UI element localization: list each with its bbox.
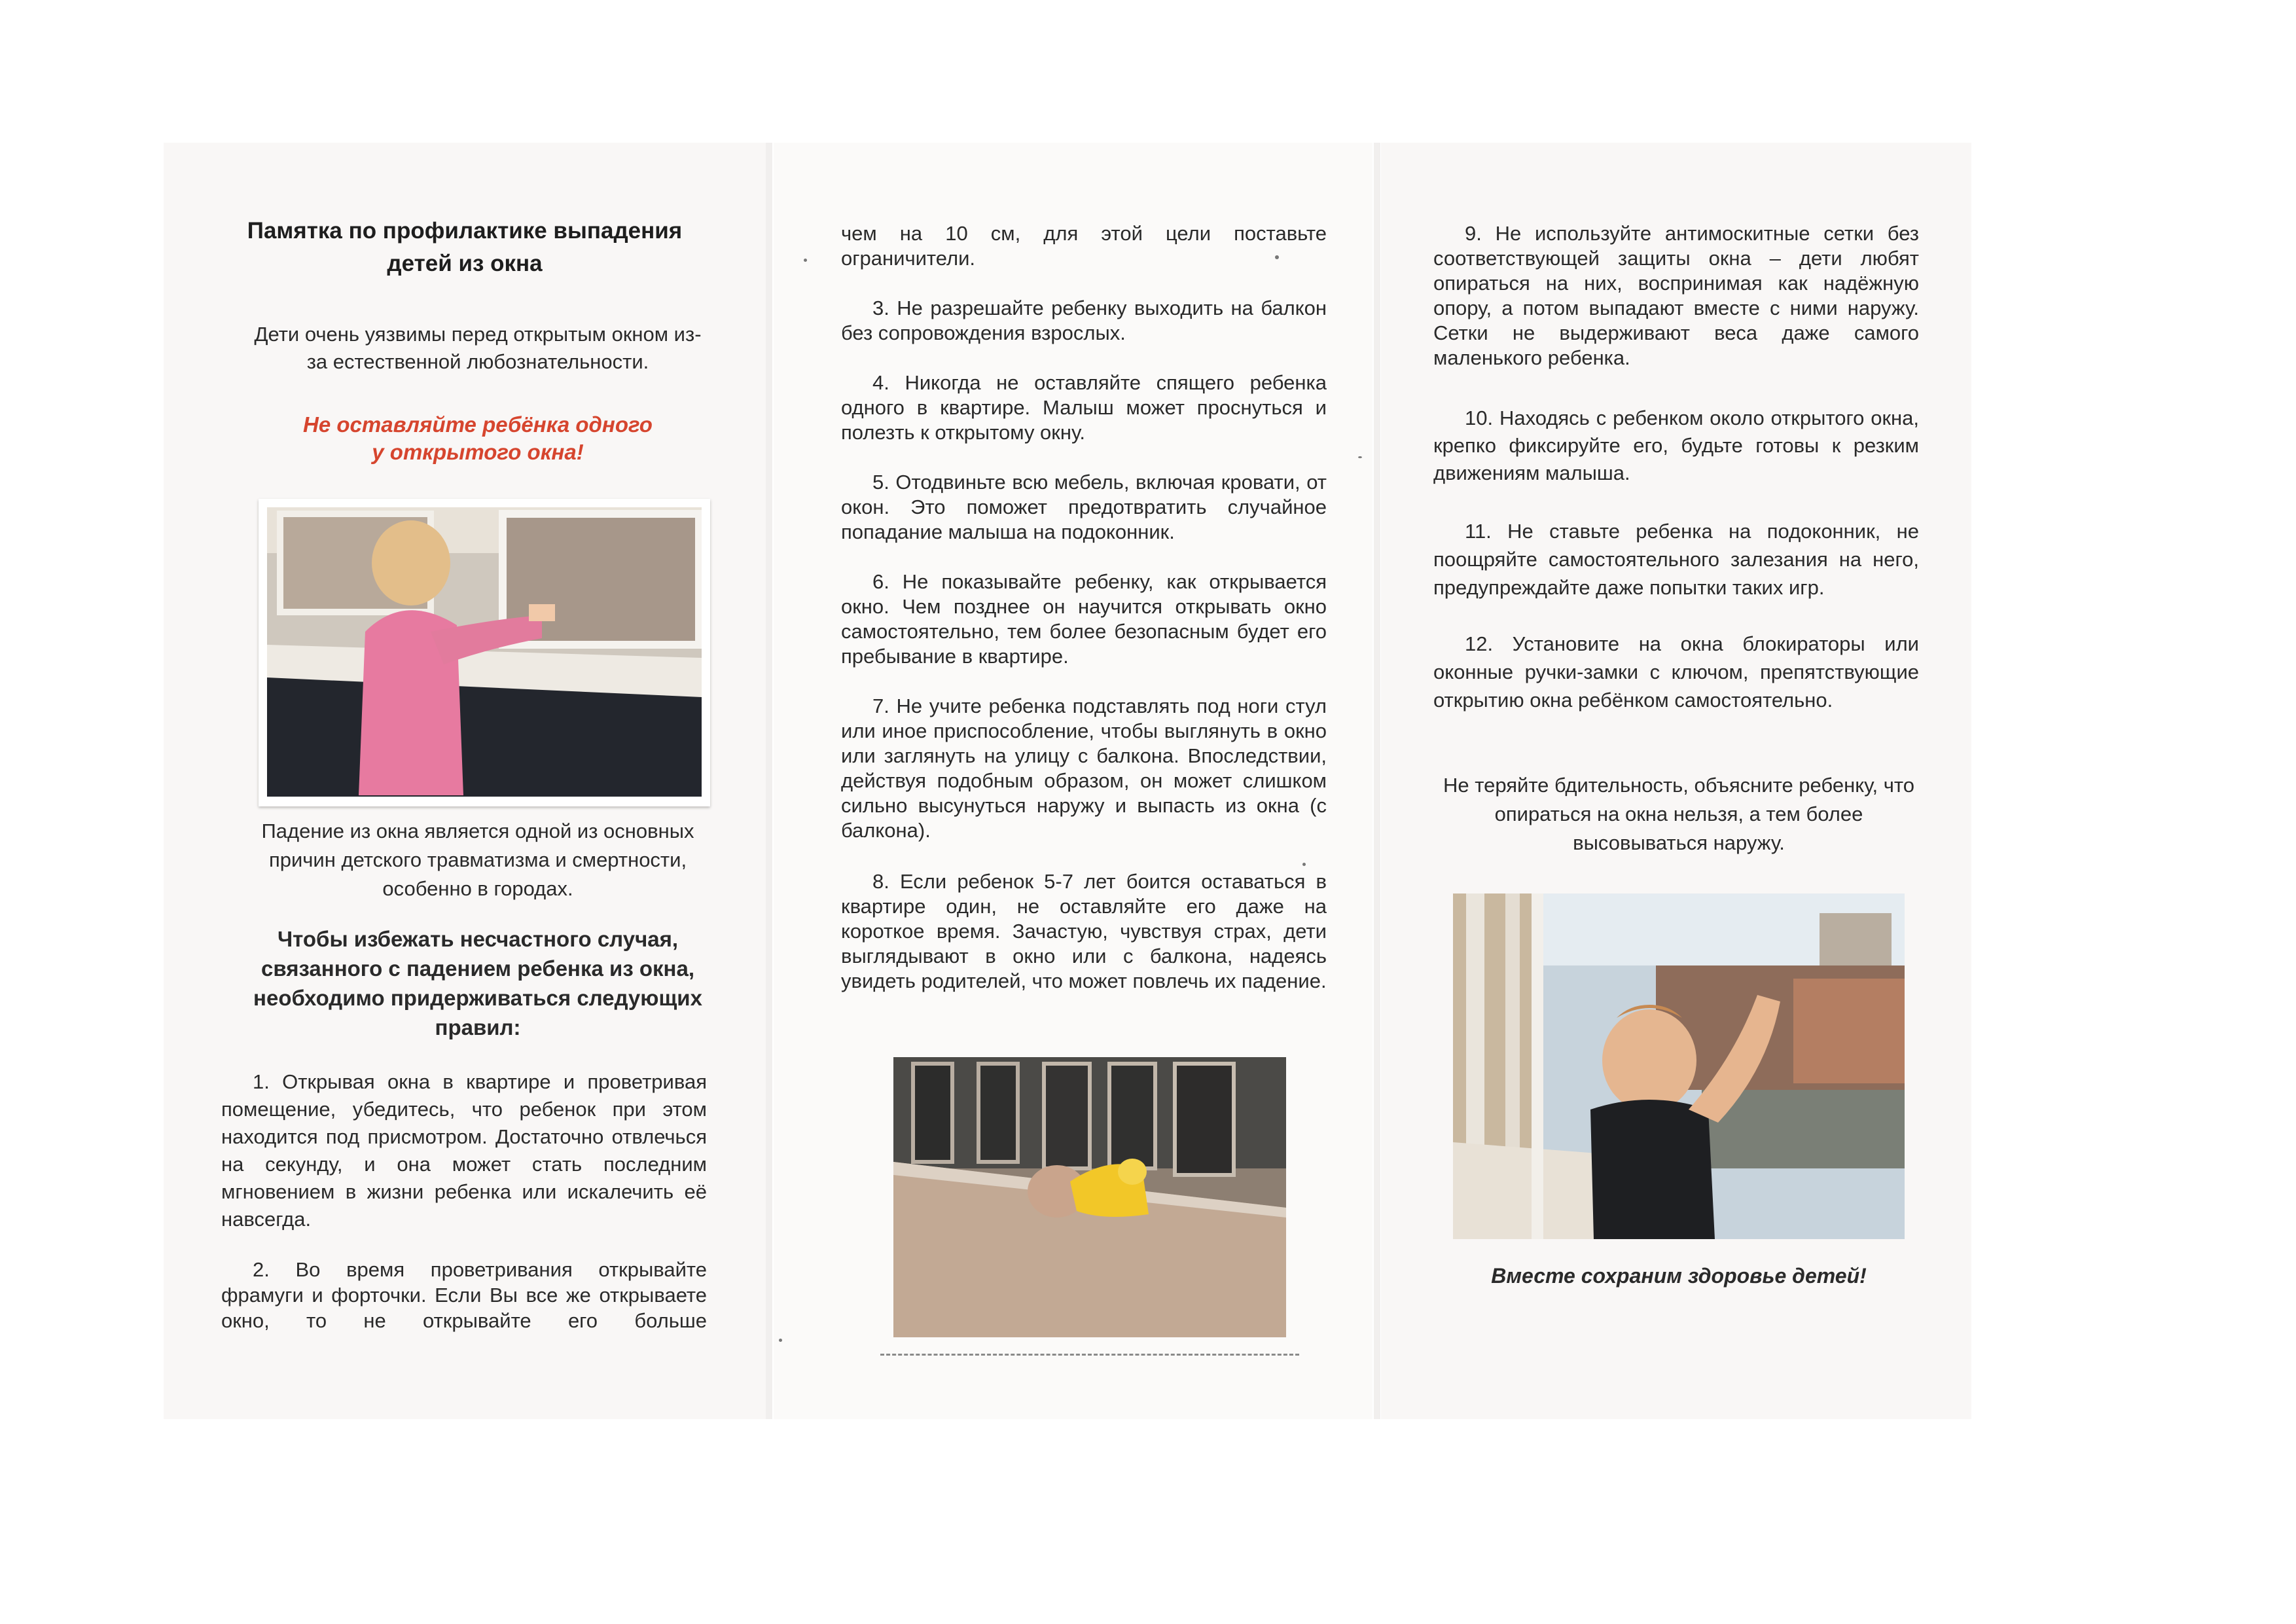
rule-7: 7. Не учите ребенка подставлять под ноги стул или иное приспособление, чтобы выглянуть в окно или заглянуть на улицу с балкона. Впоследствии, действуя подобным образом, он может слишком сильно высунуться наружу и выпасть из окна (с балкона). — [841, 695, 1327, 842]
rule-2-continued: чем на 10 см, для этой цели поставьте ограничители. — [841, 222, 1327, 270]
rule-3: 3. Не разрешайте ребенку выходить на балкон без сопровождения взрослых. — [841, 297, 1327, 344]
rule-1: 1. Открывая окна в квартире и проветривая помещение, убедитесь, что ребенок при этом находится под присмотром. Достаточно отвлечься на секунду, и она может стать последним мгновением в жизни ребенка или искалечить её навсегда. — [221, 1070, 707, 1231]
scan-speck — [804, 259, 807, 262]
rule-11: 11. Не ставьте ребенка на подоконник, не поощряйте самостоятельного залезания на него, предупреждайте даже попытки таких игр. — [1433, 520, 1919, 599]
photo-caption: Падение из окна является одной из основных причин детского травматизма и смертности, особенно в городах. — [261, 820, 694, 900]
rule-10: 10. Находясь с ребенком около открытого окна, крепко фиксируйте его, будьте готовы к резким движениям малыша. — [1433, 406, 1919, 484]
scan-speck — [779, 1339, 782, 1342]
photo-bottom-dashed-line — [880, 1354, 1299, 1356]
rule-9: 9. Не используйте антимоскитные сетки без соответствующей защиты окна – дети любят опираться на них, воспринимая как надёжную опору, а потом выпадают вместе с ними наружу. Сетки не выдерживают веса даже самого маленького ребенка. — [1433, 222, 1919, 369]
fold-line-left — [766, 143, 772, 1419]
intro-text: Дети очень уязвимы перед открытым окном из-за естественной любознательности. — [254, 323, 702, 373]
scan-speck — [1358, 456, 1362, 458]
leaflet-title: Памятка по профилактике выпадения детей из окна — [247, 218, 683, 276]
rule-2-start: 2. Во время проветривания открывайте фрамуги и форточки. Если Вы все же открываете окно, то не открывайте его больше — [221, 1258, 707, 1332]
child-on-balcony-photo — [893, 1057, 1286, 1337]
rules-heading: Чтобы избежать несчастного случая, связанного с падением ребенка из окна, необходимо придерживаться следующих правил: — [253, 927, 702, 1039]
scan-speck — [1275, 255, 1279, 259]
rule-12: 12. Установите на окна блокираторы или оконные ручки-замки с ключом, препятствующие открытию окна ребёнком самостоятельно. — [1433, 632, 1919, 712]
rule-4: 4. Никогда не оставляйте спящего ребенка одного в квартире. Малыш может проснуться и полезть к открытому окну. — [841, 371, 1327, 444]
warning-line-2: у открытого окна! — [372, 440, 584, 464]
rule-5: 5. Отодвиньте всю мебель, включая кровати, от окон. Это поможет предотвратить случайное попадание малыша на подоконник. — [841, 471, 1327, 543]
closing-advice: Не теряйте бдительность, объясните ребенку, что опираться на окна нельзя, а тем более высовываться наружу. — [1443, 774, 1914, 854]
baby-at-window-photo — [1453, 893, 1905, 1239]
rule-6: 6. Не показывайте ребенку, как открывается окно. Чем позднее он научится открывать окно самостоятельно, тем более безопасным будет его пребывание в квартире. — [841, 570, 1327, 668]
child-at-window-photo — [267, 507, 702, 797]
slogan: Вместе сохраним здоровье детей! — [1491, 1264, 1867, 1288]
rule-8: 8. Если ребенок 5-7 лет боится оставаться в квартире один, не оставляйте его даже на короткое время. Зачастую, чувствуя страх, дети выглядывают в окно или с балкона, надеясь увидеть родителей, что может повлечь их падение. — [841, 870, 1327, 992]
fold-line-right — [1374, 143, 1380, 1419]
warning-line-1: Не оставляйте ребёнка одного — [303, 412, 653, 437]
scan-speck — [1302, 863, 1306, 866]
